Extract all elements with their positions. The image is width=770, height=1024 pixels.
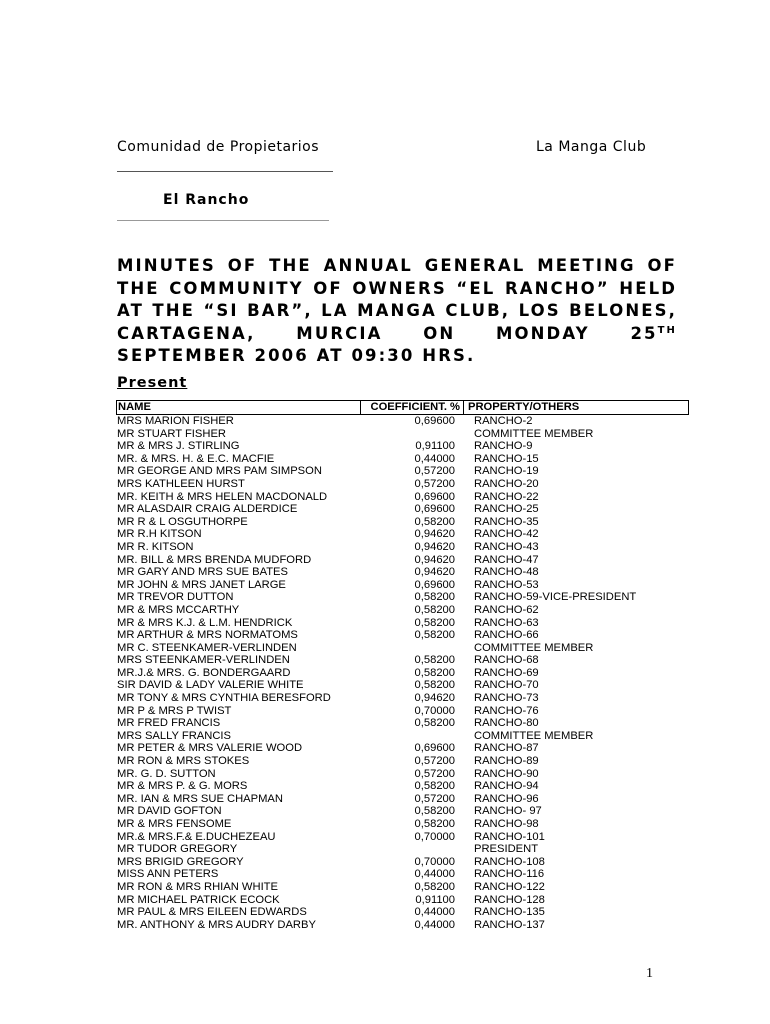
row-property: RANCHO-89 [474,755,539,768]
table-row [116,654,689,667]
table-row [116,541,689,554]
row-name: MR. IAN & MRS SUE CHAPMAN [117,792,283,805]
row-name: MR DAVID GOFTON [117,805,222,818]
row-property: RANCHO-87 [474,742,539,755]
row-coefficient: 0,70000 [414,855,455,868]
row-coefficient: 0,69600 [414,578,455,591]
row-property: RANCHO-137 [474,918,545,931]
row-name: MR P & MRS P TWIST [117,704,232,717]
row-name: MR. BILL & MRS BRENDA MUDFORD [117,553,312,566]
row-coefficient: 0,70000 [414,830,455,843]
row-name: SIR DAVID & LADY VALERIE WHITE [117,679,304,692]
row-coefficient: 0,69600 [414,490,455,503]
row-property: RANCHO-135 [474,906,545,919]
row-property: RANCHO-47 [474,553,539,566]
row-name: MR ARTHUR & MRS NORMATOMS [117,629,298,642]
table-row [116,503,689,516]
row-name: MISS ANN PETERS [117,868,219,881]
row-coefficient: 0,58200 [414,591,455,604]
row-property: RANCHO-42 [474,528,539,541]
community-name: Comunidad de Propietarios [117,139,320,155]
row-property: RANCHO-20 [474,477,539,490]
row-coefficient [360,428,455,441]
row-property: RANCHO-59-VICE-PRESIDENT [474,591,637,604]
table-row [116,491,689,504]
row-name: MR GARY AND MRS SUE BATES [117,566,288,579]
table-row [116,579,689,592]
table-row [116,906,689,919]
row-property: RANCHO-98 [474,818,539,830]
row-name: MR RON & MRS RHIAN WHITE [117,880,278,893]
title-tail: SEPTEMBER 2006 AT 09:30 HRS. [117,346,476,365]
row-coefficient: 0,57200 [414,767,455,780]
table-row [116,617,689,630]
subtitle-underline [117,220,329,221]
row-name: MR & MRS P. & G. MORS [117,780,248,793]
table-row [116,881,689,894]
row-name: MR JOHN & MRS JANET LARGE [117,578,286,591]
row-property: RANCHO- 97 [474,805,542,818]
row-coefficient: 0,44000 [414,452,455,465]
row-property: RANCHO-19 [474,465,539,478]
row-property: RANCHO-62 [474,603,539,616]
row-property: RANCHO-96 [474,792,539,805]
row-property: RANCHO-63 [474,616,539,629]
row-coefficient: 0,57200 [414,792,455,805]
row-name: MR TUDOR GREGORY [117,843,238,856]
row-coefficient: 0,58200 [414,717,455,730]
row-property: RANCHO-25 [474,503,539,516]
row-coefficient: 0,94620 [414,553,455,566]
row-property: RANCHO-66 [474,629,539,642]
row-property: RANCHO-76 [474,704,539,717]
table-row [116,805,689,818]
row-name: MR MICHAEL PATRICK ECOCK [117,893,280,906]
table-row [116,453,689,466]
row-property: PRESIDENT [474,843,539,856]
row-coefficient: 0,91100 [415,893,455,906]
row-coefficient: 0,57200 [414,465,455,478]
row-name: MR. KEITH & MRS HELEN MACDONALD [117,490,328,503]
page-number: 1 [646,966,653,981]
table-row [116,894,689,907]
row-coefficient: 0,69600 [414,415,455,427]
table-row [116,478,689,491]
row-property: RANCHO-35 [474,515,539,528]
row-coefficient: 0,58200 [414,629,455,642]
table-row [116,755,689,768]
row-coefficient: 0,58200 [414,616,455,629]
row-name: MR R. KITSON [117,540,194,553]
row-name: MRS BRIGID GREGORY [117,855,244,868]
header-underline [117,171,333,172]
row-coefficient: 0,58200 [414,818,455,830]
table-row [116,629,689,642]
row-name: MRS STEENKAMER-VERLINDEN [117,654,290,667]
table-row [116,554,689,567]
table-row [116,604,689,617]
table-row [116,818,689,831]
row-coefficient: 0,58200 [414,679,455,692]
row-name: MR R & L OSGUTHORPE [117,515,248,528]
document-title [117,255,677,368]
row-property: RANCHO-9 [474,440,533,453]
row-property: RANCHO-2 [474,415,533,427]
row-coefficient: 0,94620 [414,566,455,579]
row-coefficient: 0,69600 [414,742,455,755]
row-name: MR GEORGE AND MRS PAM SIMPSON [117,465,322,478]
row-coefficient: 0,94620 [414,528,455,541]
row-name: MR & MRS K.J. & L.M. HENDRICK [117,616,293,629]
table-row [116,843,689,856]
table-row [116,516,689,529]
table-row [116,742,689,755]
table-header [116,400,689,415]
row-name: MR TREVOR DUTTON [117,591,234,604]
row-coefficient: 0,91100 [415,440,455,453]
row-property: RANCHO-73 [474,692,539,705]
table-body [116,415,689,931]
table-row [116,465,689,478]
row-property: RANCHO-101 [474,830,545,843]
row-name: MR & MRS J. STIRLING [117,440,240,453]
row-property: COMMITTEE MEMBER [474,729,594,742]
table-row [116,591,689,604]
row-name: MR & MRS MCCARTHY [117,603,240,616]
table-row [116,428,689,441]
title-main: MINUTES OF THE ANNUAL GENERAL MEETING OF THE COMMUNITY OF OWNERS “EL RANCHO” HELD AT THE “SI BAR”, LA MANGA CLUB, LOS BELONES, CARTAGENA, MURCIA ON MONDAY 25 [117,256,677,343]
table-row [116,730,689,743]
row-name: MR. & MRS. H. & E.C. MACFIE [117,452,275,465]
row-name: MR. G. D. SUTTON [117,767,216,780]
row-name: MR PAUL & MRS EILEEN EDWARDS [117,906,307,919]
row-property: RANCHO-22 [474,490,539,503]
row-coefficient: 0,94620 [414,692,455,705]
table-row [116,868,689,881]
row-coefficient: 0,58200 [414,666,455,679]
row-property: RANCHO-15 [474,452,539,465]
row-coefficient: 0,58200 [414,805,455,818]
row-property: RANCHO-94 [474,780,539,793]
row-property: RANCHO-69 [474,666,539,679]
row-name: MRS MARION FISHER [117,415,234,427]
column-header-property: PROPERTY/OTHERS [468,401,580,413]
row-property: RANCHO-108 [474,855,545,868]
table-row [116,528,689,541]
row-property: RANCHO-122 [474,880,545,893]
row-coefficient: 0,44000 [414,918,455,931]
club-name: La Manga Club [536,139,647,155]
row-name: MR FRED FRANCIS [117,717,221,730]
row-name: MR ALASDAIR CRAIG ALDERDICE [117,503,298,516]
row-coefficient [360,843,455,856]
table-row [116,856,689,869]
table-row [116,692,689,705]
row-coefficient: 0,58200 [414,515,455,528]
row-coefficient: 0,44000 [414,868,455,881]
row-property: RANCHO-70 [474,679,539,692]
row-coefficient: 0,69600 [414,503,455,516]
column-header-name: NAME [117,401,361,414]
building-name: El Rancho [163,192,250,208]
table-row [116,705,689,718]
row-name: MR & MRS FENSOME [117,818,232,830]
row-coefficient: 0,58200 [414,603,455,616]
row-name: MR.& MRS.F.& E.DUCHEZEAU [117,830,276,843]
attendance-table [116,400,689,931]
row-property: RANCHO-80 [474,717,539,730]
row-coefficient: 0,58200 [414,780,455,793]
row-property: COMMITTEE MEMBER [474,427,594,440]
table-row [116,793,689,806]
row-property: RANCHO-116 [474,868,545,881]
row-name: MR STUART FISHER [117,427,226,440]
table-row [116,831,689,844]
row-name: MR. ANTHONY & MRS AUDRY DARBY [117,918,316,931]
row-name: MR R.H KITSON [117,528,202,541]
table-row [116,642,689,655]
row-name: MR RON & MRS STOKES [117,755,250,768]
row-property: RANCHO-90 [474,767,539,780]
row-coefficient: 0,57200 [414,477,455,490]
row-property: RANCHO-48 [474,566,539,579]
table-row [116,440,689,453]
row-coefficient [360,730,455,743]
row-name: MR TONY & MRS CYNTHIA BERESFORD [117,692,331,705]
row-property: RANCHO-68 [474,654,539,667]
row-property: RANCHO-53 [474,578,539,591]
table-row [116,566,689,579]
row-property: COMMITTEE MEMBER [474,641,594,654]
row-coefficient [360,642,455,655]
row-property: RANCHO-128 [474,893,545,906]
row-coefficient: 0,44000 [414,906,455,919]
table-row [116,768,689,781]
title-superscript: TH [657,324,677,336]
row-name: MRS KATHLEEN HURST [117,477,245,490]
table-row [116,919,689,932]
table-row [116,667,689,680]
row-name: MR.J.& MRS. G. BONDERGAARD [117,666,291,679]
row-coefficient: 0,57200 [414,755,455,768]
row-coefficient: 0,70000 [414,704,455,717]
table-row [116,679,689,692]
present-heading: Present [117,375,188,391]
column-header-coefficient: COEFFICIENT. % [361,401,464,414]
table-row [116,780,689,793]
row-property: RANCHO-43 [474,540,539,553]
table-row [116,415,689,428]
row-coefficient: 0,58200 [414,654,455,667]
row-name: MR PETER & MRS VALERIE WOOD [117,742,303,755]
row-coefficient: 0,58200 [414,880,455,893]
table-row [116,717,689,730]
row-name: MR C. STEENKAMER-VERLINDEN [117,641,297,654]
row-coefficient: 0,94620 [414,540,455,553]
row-name: MRS SALLY FRANCIS [117,729,231,742]
